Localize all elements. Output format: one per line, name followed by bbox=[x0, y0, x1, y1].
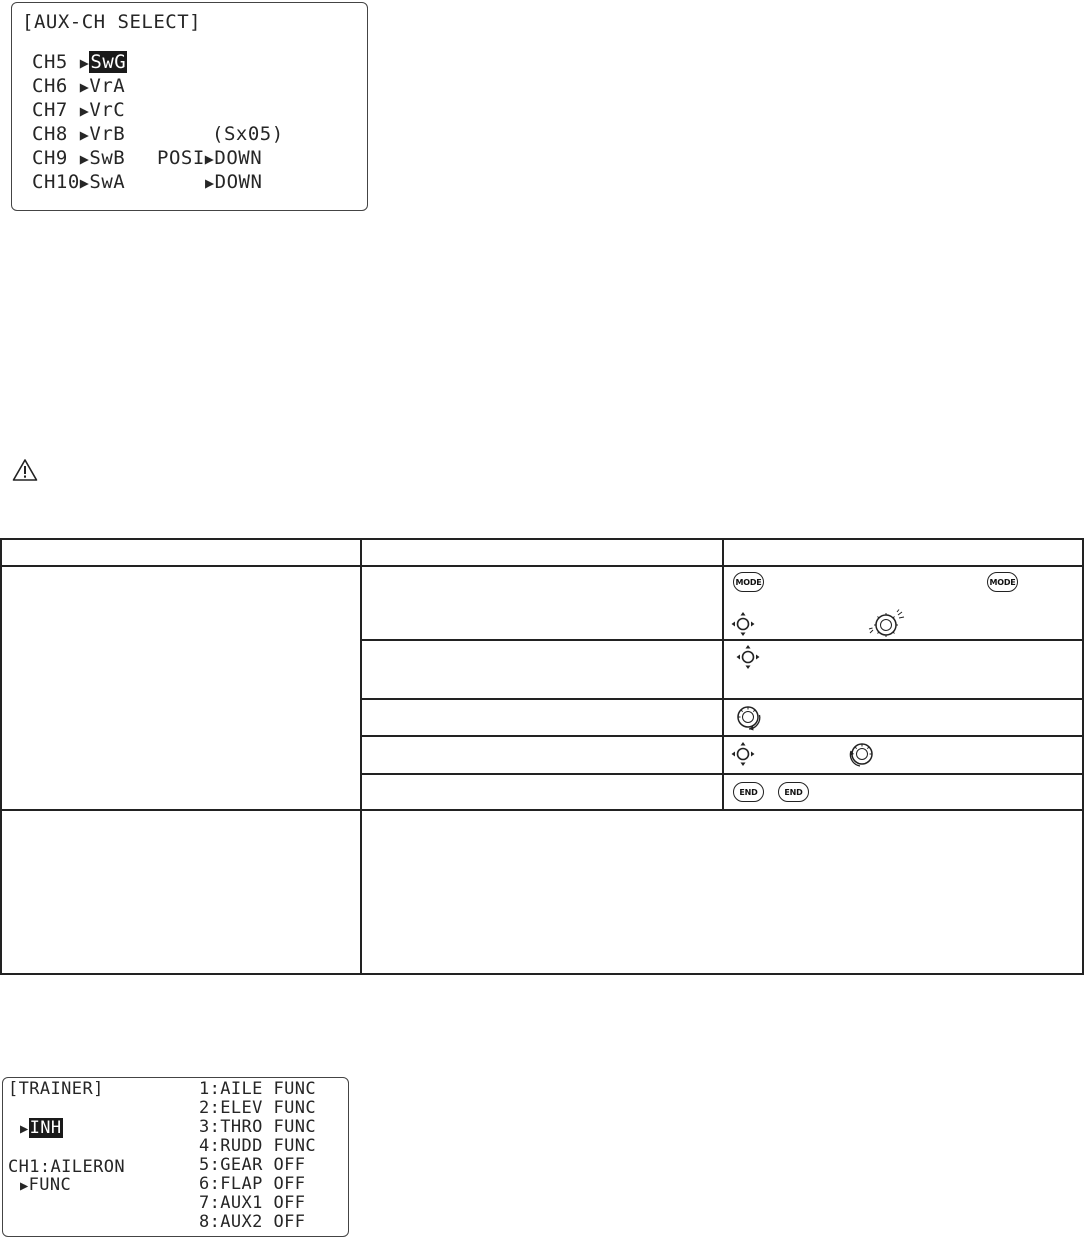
channel-label: CH7 bbox=[32, 99, 80, 121]
trainer-list-item: 8:AUX2 OFF bbox=[199, 1212, 306, 1232]
caution-icon bbox=[12, 458, 38, 482]
cursor-arrow-icon: ▶ bbox=[79, 150, 90, 168]
aux-row-ch10 bbox=[32, 173, 125, 192]
end-button-icon: END bbox=[778, 782, 809, 802]
screen-title: [TRAINER] bbox=[8, 1079, 104, 1099]
trainer-list-item: 2:ELEV FUNC bbox=[199, 1098, 317, 1118]
source-value[interactable]: VrA bbox=[89, 75, 126, 97]
selected-source[interactable]: SwG bbox=[90, 51, 127, 73]
aux-row-ch9-position bbox=[157, 149, 262, 168]
trainer-mode-value[interactable]: INH bbox=[29, 1118, 62, 1138]
dial-turn-icon bbox=[848, 740, 876, 768]
procedure-table bbox=[0, 538, 1084, 975]
trainer-screen bbox=[2, 1077, 349, 1237]
aux-row-ch8-extra: (Sx05) bbox=[212, 123, 284, 145]
channel-label: CH6 bbox=[32, 75, 80, 97]
channel-label: CH9 bbox=[32, 147, 80, 169]
cursor-arrow-icon: ▶ bbox=[79, 126, 90, 144]
table-header-rule bbox=[0, 565, 1084, 567]
channel-label: CH8 bbox=[32, 123, 80, 145]
table-column-divider bbox=[360, 538, 362, 975]
cursor-lever-icon bbox=[736, 644, 760, 670]
position-value[interactable]: DOWN bbox=[214, 147, 263, 169]
aux-row-ch10-position bbox=[205, 173, 262, 192]
channel-function-value[interactable]: FUNC bbox=[28, 1175, 72, 1195]
aux-row-ch8 bbox=[32, 125, 125, 144]
aux-row-ch7 bbox=[32, 101, 125, 120]
trainer-list-item: 6:FLAP OFF bbox=[199, 1174, 306, 1194]
trainer-channel-label: CH1:AILERON bbox=[8, 1157, 125, 1177]
channel-label: CH10 bbox=[32, 171, 80, 193]
aux-row-ch6 bbox=[32, 77, 125, 96]
table-rule-bottom bbox=[0, 973, 1084, 975]
cursor-arrow-icon: ▶ bbox=[204, 150, 215, 168]
position-value[interactable]: DOWN bbox=[214, 171, 263, 193]
table-column-divider bbox=[722, 538, 724, 811]
mode-button-icon: MODE bbox=[987, 572, 1018, 592]
table-border-left bbox=[0, 538, 2, 975]
trainer-mode bbox=[20, 1120, 63, 1137]
end-button-icon: END bbox=[733, 782, 764, 802]
source-value[interactable]: VrB bbox=[89, 123, 126, 145]
cursor-arrow-icon: ▶ bbox=[79, 174, 90, 192]
source-value[interactable]: SwB bbox=[89, 147, 126, 169]
trainer-list-item: 4:RUDD FUNC bbox=[199, 1136, 317, 1156]
cursor-lever-icon bbox=[731, 611, 755, 637]
cursor-lever-icon bbox=[731, 741, 755, 767]
channel-label: CH5 bbox=[32, 51, 80, 73]
screen-title: [AUX-CH SELECT] bbox=[22, 11, 202, 33]
trainer-list-item: 7:AUX1 OFF bbox=[199, 1193, 306, 1213]
cursor-arrow-icon: ▶ bbox=[20, 1178, 29, 1194]
aux-row-ch5 bbox=[32, 53, 127, 72]
dial-press-icon bbox=[868, 609, 908, 639]
aux-row-ch9 bbox=[32, 149, 125, 168]
cursor-arrow-icon: ▶ bbox=[20, 1121, 29, 1137]
mode-button-icon: MODE bbox=[733, 572, 764, 592]
trainer-list-item: 3:THRO FUNC bbox=[199, 1117, 317, 1137]
trainer-list-item: 5:GEAR OFF bbox=[199, 1155, 306, 1175]
trainer-list-item: 1:AILE FUNC bbox=[199, 1079, 317, 1099]
cursor-arrow-icon: ▶ bbox=[79, 78, 90, 96]
trainer-channel-function bbox=[20, 1177, 71, 1194]
source-value[interactable]: VrC bbox=[89, 99, 126, 121]
cursor-arrow-icon: ▶ bbox=[205, 174, 215, 192]
position-label: POSI bbox=[157, 147, 205, 169]
dial-turn-icon bbox=[735, 703, 763, 731]
source-value[interactable]: SwA bbox=[89, 171, 126, 193]
cursor-arrow-icon: ▶ bbox=[79, 54, 90, 72]
table-rule-top bbox=[0, 538, 1084, 540]
aux-ch-select-screen bbox=[11, 2, 368, 211]
cursor-arrow-icon: ▶ bbox=[79, 102, 90, 120]
table-section-rule bbox=[0, 809, 1084, 811]
